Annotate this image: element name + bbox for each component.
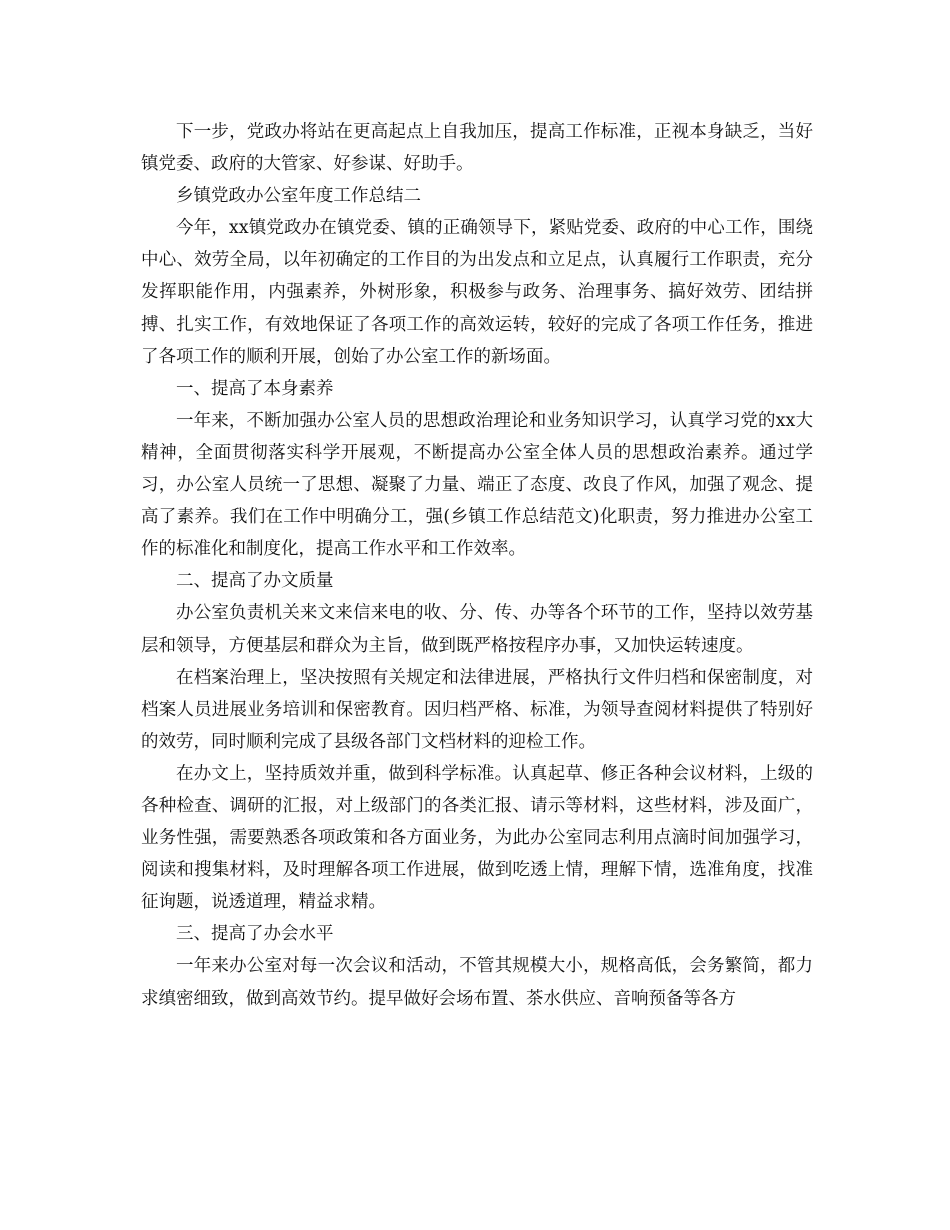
- document-body: [141, 116, 813, 1015]
- section-heading: 一、提高了本身素养: [176, 378, 334, 399]
- paragraph: 办公室负责机关来文来信来电的收、分、传、办等各个环节的工作，坚持以效劳基层和领导，方便基层和群众为主旨，做到既严格按程序办事，又加快运转速度。: [141, 603, 813, 656]
- paragraph: 一年来，不断加强办公室人员的思想政治理论和业务知识学习，认真学习党的xx大精神，全面贯彻落实科学开展观，不断提高办公室全体人员的思想政治素养。通过学习，办公室人员统一了思想、凝聚了力量、端正了态度、改良了作风，加强了观念、提高了素养。我们在工作中明确分工，强(乡镇工作总结范文)化职责，努力推进办公室工作的标准化和制度化，提高工作水平和工作效率。: [141, 410, 813, 560]
- section-heading: 二、提高了办文质量: [176, 571, 334, 592]
- paragraph: 在档案治理上，坚决按照有关规定和法律进展，严格执行文件归档和保密制度，对档案人员进展业务培训和保密教育。因归档严格、标准，为领导查阅材料提供了特别好的效劳，同时顺利完成了县级各部门文档材料的迎检工作。: [141, 667, 813, 752]
- section-heading: 乡镇党政办公室年度工作总结二: [176, 186, 421, 207]
- paragraph: 今年，xx镇党政办在镇党委、镇的正确领导下，紧贴党委、政府的中心工作，围绕中心、效劳全局，以年初确定的工作目的为出发点和立足点，认真履行工作职责，充分发挥职能作用，内强素养，外树形象，积极参与政务、治理事务、搞好效劳、团结拼搏、扎实工作，有效地保证了各项工作的高效运转，较好的完成了各项工作任务，推进了各项工作的顺利开展，创始了办公室工作的新场面。: [141, 218, 813, 367]
- section-heading: 三、提高了办会水平: [176, 924, 334, 945]
- paragraph: 在办文上，坚持质效并重，做到科学标准。认真起草、修正各种会议材料，上级的各种检查、调研的汇报，对上级部门的各类汇报、请示等材料，这些材料，涉及面广，业务性强，需要熟悉各项政策和各方面业务，为此办公室同志利用点滴时间加强学习，阅读和搜集材料，及时理解各项工作进展，做到吃透上情，理解下情，选准角度，找准征询题，说透道理，精益求精。: [141, 763, 813, 913]
- paragraph: 一年来办公室对每一次会议和活动，不管其规模大小，规格高低，会务繁简，都力求缜密细致，做到高效节约。提早做好会场布置、茶水供应、音响预备等各方: [141, 956, 813, 1009]
- paragraph: 下一步，党政办将站在更高起点上自我加压，提高工作标准，正视本身缺乏，当好镇党委、政府的大管家、好参谋、好助手。: [141, 122, 813, 175]
